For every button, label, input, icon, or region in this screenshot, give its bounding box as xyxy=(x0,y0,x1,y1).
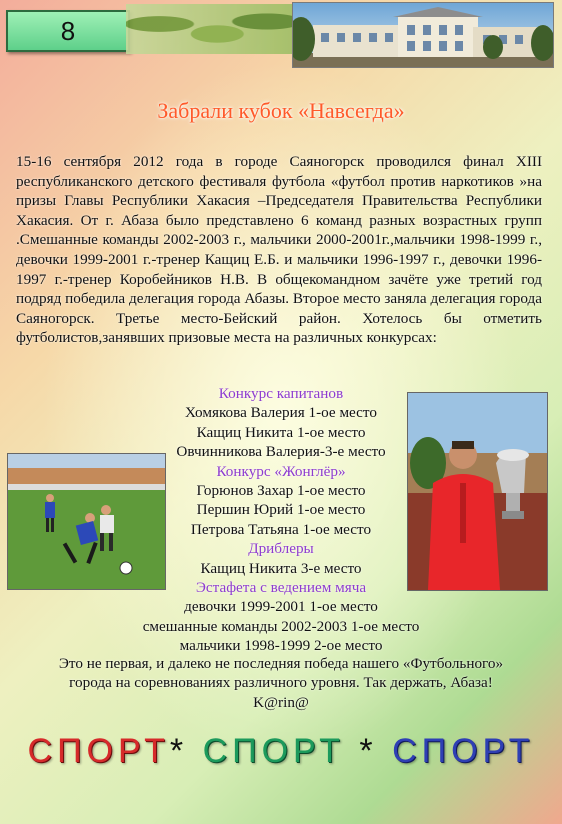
school-building-photo xyxy=(292,2,554,68)
result-line: Кащиц Никита 1-ое место xyxy=(196,423,366,441)
relay-heading: Эстафета с ведением мяча xyxy=(195,579,367,597)
result-line: Першин Юрий 1-ое место xyxy=(196,501,366,519)
article-paragraph: 15-16 сентября 2012 года в городе Саяногорск проводился финал XIII республиканского детского фестиваля футбола «футбол против наркотиков »на призы Главы Республики Хакасия –Председателя Правительства Республики Хакасия. От г. Абаза было представлено 6 команд разных возрастных групп .Смешанные команды 2002-2003 г., мальчики 2000-2001г.,мальчики 1998-1999 г., девочки 1999-2001 г.-тренер Кащиц Е.Б. и мальчики 1996-1997 г., девочки 1996-1997 г.-тренер Коробейников Н.В. В общекомандном зачёте уже третий год подряд победила делегация города Абазы. Второе место заняла делегация города Саяногорск. Третье место-Бейский район. Хотелось бы отметить футболистов,занявших призовые места на различных конкурсах: xyxy=(16,153,542,347)
closing-line-2: города на соревнованиях различного уровня. Так держать, Абаза! xyxy=(69,674,493,692)
dribblers-heading: Дриблеры xyxy=(248,540,314,558)
result-line: смешанные команды 2002-2003 1-ое место xyxy=(142,617,420,635)
result-line: Хомякова Валерия 1-ое место xyxy=(185,404,377,422)
signature: K@rin@ xyxy=(253,693,309,711)
captains-contest-heading: Конкурс капитанов xyxy=(218,385,344,402)
sport-word-green: СПОРТ xyxy=(202,732,345,770)
page-number-box xyxy=(6,10,130,52)
sport-word-red: СПОРТ xyxy=(27,732,170,770)
result-line: мальчики 1998-1999 2-ое место xyxy=(179,637,383,655)
juggler-contest-heading: Конкурс «Жонглёр» xyxy=(216,462,346,480)
contest-results xyxy=(100,384,462,656)
article-title: Забрали кубок «Навсегда» xyxy=(157,98,405,123)
star-separator: * xyxy=(359,732,378,770)
page-number: 8 xyxy=(60,15,76,46)
sport-banner xyxy=(0,732,562,771)
result-line: Горюнов Захар 1-ое место xyxy=(196,482,366,500)
result-line: Петрова Татьяна 1-ое место xyxy=(190,520,372,538)
closing-text xyxy=(0,654,562,712)
result-line: Овчинникова Валерия-3-е место xyxy=(176,443,386,461)
sport-word-blue: СПОРТ xyxy=(392,732,535,770)
result-line: Кащиц Никита 3-е место xyxy=(200,559,362,577)
result-line: девочки 1999-2001 1-ое место xyxy=(184,598,378,616)
leaf-decoration xyxy=(126,4,292,54)
closing-line-1: Это не первая, и далеко не последняя победа нашего «Футбольного» xyxy=(58,655,504,672)
star-separator: * xyxy=(169,732,189,770)
building-image xyxy=(293,3,553,67)
